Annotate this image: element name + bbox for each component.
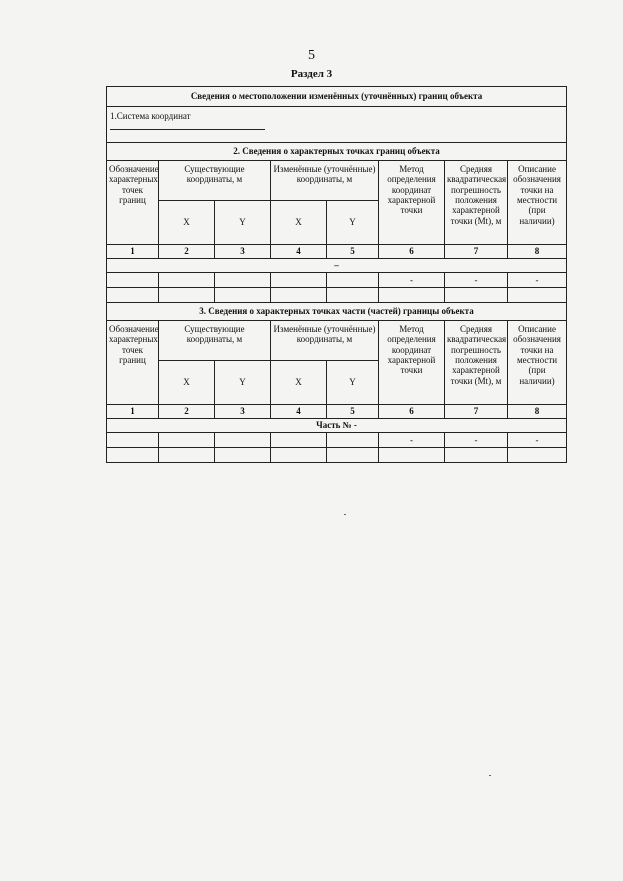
section3-header-x-changed: X [271,361,327,405]
table-cell [327,273,379,288]
section2-title: 2. Сведения о характерных точках границ объекта [107,143,567,161]
table-cell [215,273,271,288]
table-cell: - [379,433,445,448]
table-cell [327,448,379,463]
boundary-table [106,86,567,463]
table-cell [271,433,327,448]
section3-header-description: Описание обозначения точки на местности (при наличии) [508,321,567,405]
section3-header-designation: Обозначение характерных точек границ [107,321,159,405]
table-cell [159,288,215,303]
section3-colnum: 2 [159,405,215,419]
section2-colnum: 8 [508,245,567,259]
section3-colnum: 3 [215,405,271,419]
section3-colnum: 5 [327,405,379,419]
table-cell: - [379,273,445,288]
section3-header-existing: Существующие координаты, м [159,321,271,361]
table-cell: - [445,433,508,448]
section2-header-description: Описание обозначения точки на местности (при наличии) [508,161,567,245]
table-cell [379,448,445,463]
table-cell [215,448,271,463]
table-cell [271,273,327,288]
section2-header-designation: Обозначение характерных точек границ [107,161,159,245]
section3-colnum: 1 [107,405,159,419]
coordinate-system-cell [107,107,567,143]
coordinate-system-line [110,121,265,130]
page-number: 5 [308,48,315,63]
section2-merged-row: – [107,259,567,273]
coordinate-system-label: 1.Система координат [110,111,191,121]
section2-header-y-existing: Y [215,201,271,245]
section2-colnum: 5 [327,245,379,259]
section3-header-y-changed: Y [327,361,379,405]
section2-header-changed: Изменённые (уточнённые) координаты, м [271,161,379,201]
table-cell [445,448,508,463]
section2-colnum: 3 [215,245,271,259]
table-cell [379,288,445,303]
section2-header-y-changed: Y [327,201,379,245]
section3-part-label: Часть № - [107,419,567,433]
section3-title: 3. Сведения о характерных точках части (частей) границы объекта [107,303,567,321]
section2-colnum: 4 [271,245,327,259]
table-cell [271,448,327,463]
table-cell [445,288,508,303]
section2-colnum: 2 [159,245,215,259]
table-cell [107,273,159,288]
section3-header-changed: Изменённые (уточнённые) координаты, м [271,321,379,361]
table-title: Сведения о местоположении изменённых (уточнённых) границ объекта [107,87,567,107]
table-cell [327,433,379,448]
scan-speck [344,514,346,515]
section3-header-method: Метод определения координат характерной точки [379,321,445,405]
section2-header-error: Средняя квадратическая погрешность положения характерной точки (Mt), м [445,161,508,245]
section2-header-existing: Существующие координаты, м [159,161,271,201]
scan-speck [489,775,491,776]
table-cell [159,273,215,288]
table-cell [107,433,159,448]
table-cell [159,448,215,463]
section2-colnum: 7 [445,245,508,259]
section3-header-error: Средняя квадратическая погрешность положения характерной точки (Mt), м [445,321,508,405]
section3-colnum: 4 [271,405,327,419]
table-cell: - [508,273,567,288]
section3-header-x-existing: X [159,361,215,405]
table-cell [107,288,159,303]
section3-colnum: 8 [508,405,567,419]
table-cell [508,288,567,303]
section3-colnum: 6 [379,405,445,419]
table-cell: - [508,433,567,448]
section2-colnum: 6 [379,245,445,259]
table-cell [327,288,379,303]
section3-header-y-existing: Y [215,361,271,405]
section2-header-method: Метод определения координат характерной точки [379,161,445,245]
section2-colnum: 1 [107,245,159,259]
table-cell [508,448,567,463]
table-cell [107,448,159,463]
table-cell [215,433,271,448]
section-title: Раздел 3 [290,68,333,80]
table-cell [271,288,327,303]
section3-colnum: 7 [445,405,508,419]
section2-header-x-existing: X [159,201,215,245]
section2-header-x-changed: X [271,201,327,245]
table-cell [159,433,215,448]
table-cell: - [445,273,508,288]
table-cell [215,288,271,303]
